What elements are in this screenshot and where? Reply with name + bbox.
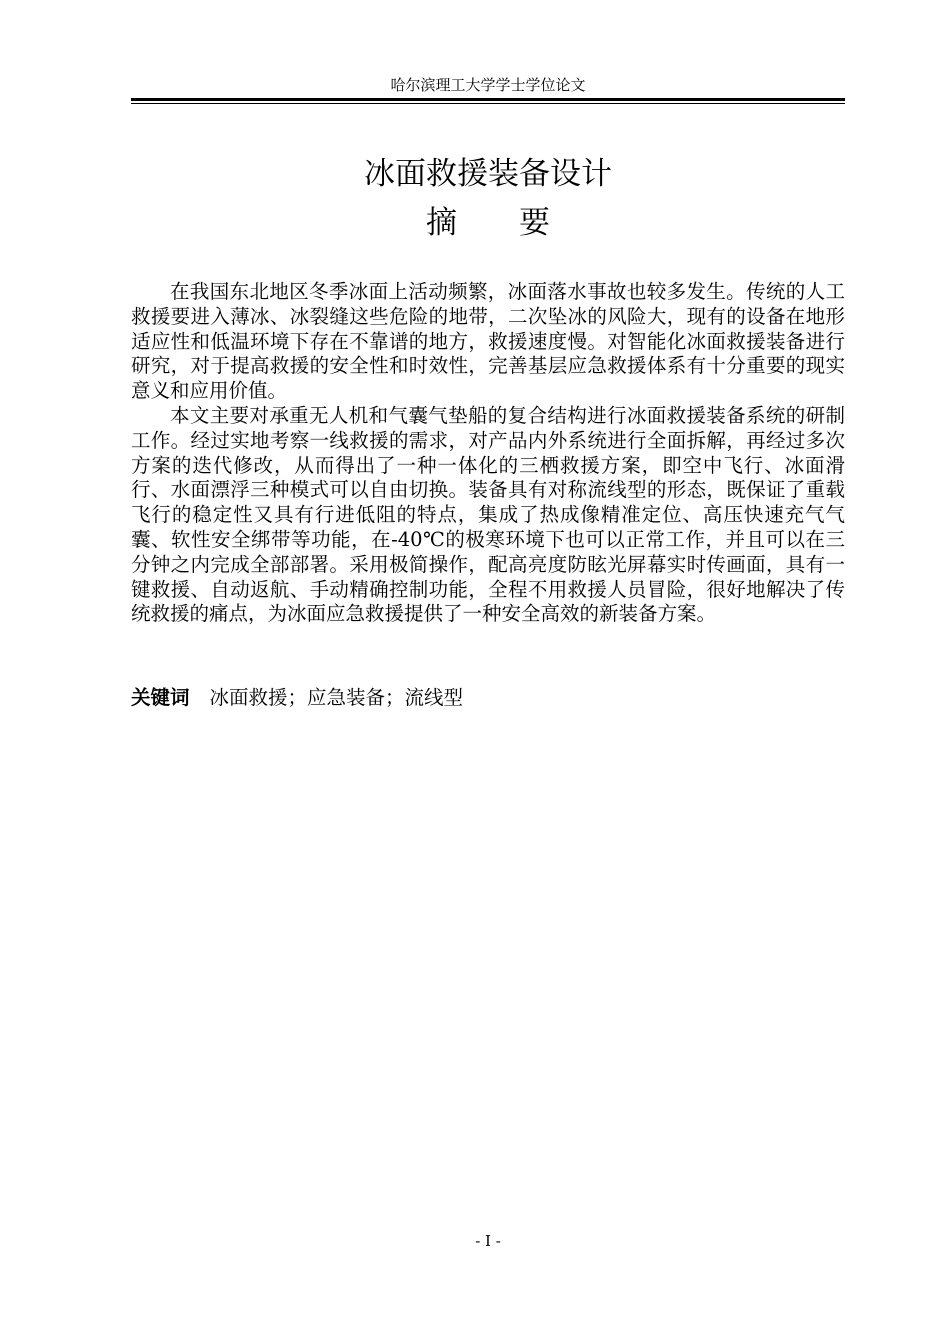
abstract-heading: 摘要 bbox=[426, 205, 612, 241]
document-title: 冰面救援装备设计 bbox=[364, 156, 612, 192]
abstract-paragraph-1: 在我国东北地区冬季冰面上活动频繁，冰面落水事故也较多发生。传统的人工救援要进入薄冰、冰裂缝这些危险的地带，二次坠冰的风险大，现有的设备在地形适应性和低温环境下存在不靠谱的地方，救援速度慢。对智能化冰面救援装备进行研究，对于提高救援的安全性和时效性，完善基层应急救援体系有十分重要的现实意义和应用价值。 bbox=[131, 280, 845, 403]
header-rule-thin bbox=[131, 103, 845, 104]
keywords-label: 关键词 bbox=[131, 686, 190, 709]
keywords-value: 冰面救援；应急装备；流线型 bbox=[209, 686, 464, 709]
abstract-body bbox=[131, 280, 845, 627]
running-header: 哈尔滨理工大学学士学位论文 bbox=[390, 76, 586, 94]
abstract-paragraph-2: 本文主要对承重无人机和气囊气垫船的复合结构进行冰面救援装备系统的研制工作。经过实地考察一线救援的需求，对产品内外系统进行全面拆解，再经过多次方案的迭代修改，从而得出了一种一体化的三栖救援方案，即空中飞行、冰面滑行、水面漂浮三种模式可以自由切换。装备具有对称流线型的形态，既保证了重载飞行的稳定性又具有行进低阻的特点，集成了热成像精准定位、高压快速充气气囊、软性安全绑带等功能，在-40℃的极寒环境下也可以正常工作，并且可以在三分钟之内完成全部部署。采用极简操作，配高亮度防眩光屏幕实时传画面，具有一键救援、自动返航、手动精确控制功能，全程不用救援人员冒险，很好地解决了传统救援的痛点，为冰面应急救援提供了一种安全高效的新装备方案。 bbox=[131, 403, 845, 626]
keywords-line bbox=[131, 686, 845, 710]
page-number: - I - bbox=[475, 1232, 501, 1250]
header-rule-thick bbox=[131, 98, 845, 101]
